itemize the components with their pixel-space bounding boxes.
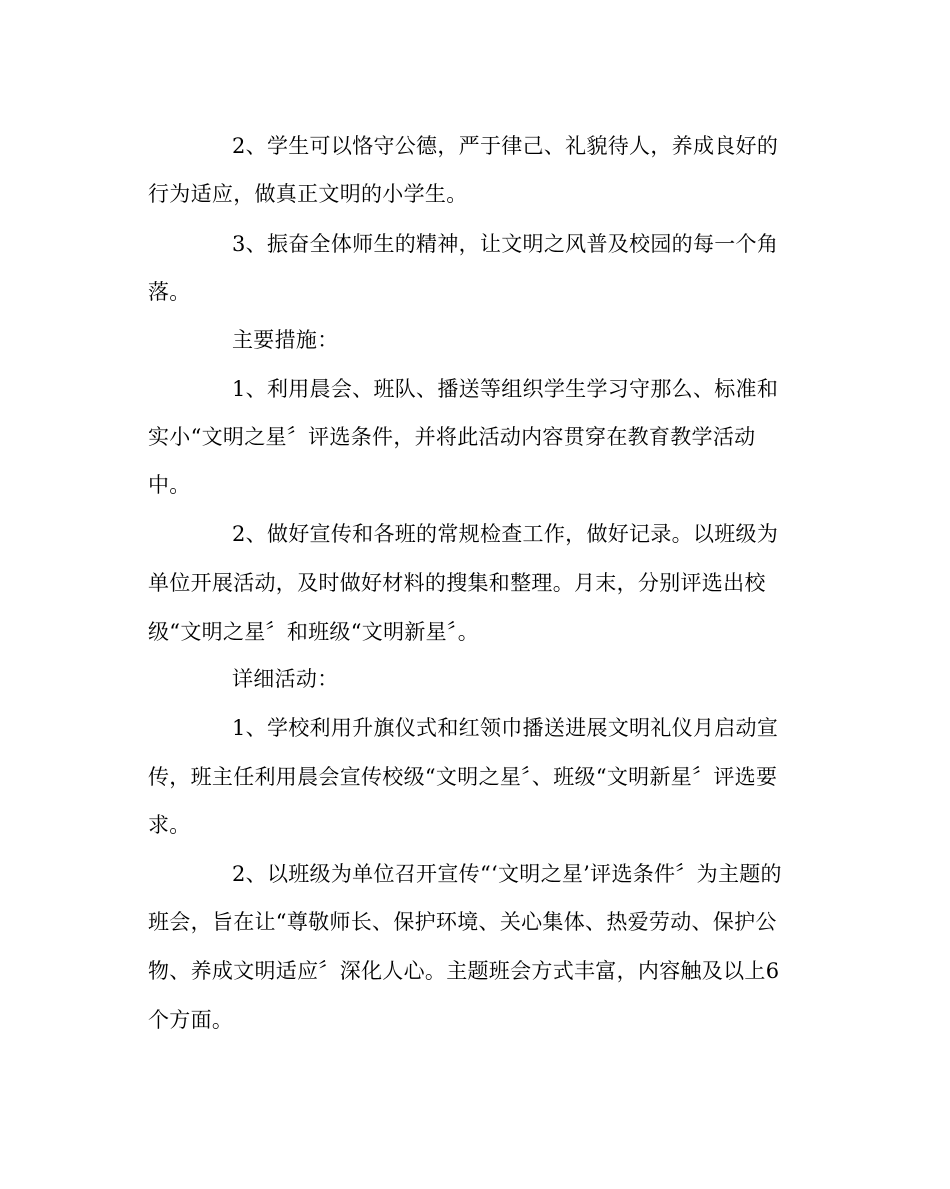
activity-1-line-3: 求。 (148, 813, 191, 837)
activity-1-line-1: 1、学校利用升旗仪式和红领巾播送进展文明礼仪月启动宣 (232, 716, 779, 740)
activity-2-line-2: 班会，旨在让“尊敬师长、保护环境、关心集体、热爱劳动、保护公 (148, 910, 777, 934)
goal-3-line-1: 3、振奋全体师生的精神，让文明之风普及校园的每一个角 (232, 232, 779, 256)
goal-2-line-1: 2、学生可以恪守公德，严于律己、礼貌待人，养成良好的 (232, 134, 779, 158)
measure-1-line-1: 1、利用晨会、班队、播送等组织学生学习守那么、标准和 (232, 377, 779, 401)
activity-2-line-4: 个方面。 (148, 1008, 234, 1032)
activity-2-line-1: 2、以班级为单位召开宣传“‘文明之星’评选条件〞为主题的 (232, 862, 782, 886)
measure-2-line-1: 2、做好宣传和各班的常规检查工作，做好记录。以班级为 (232, 522, 779, 546)
activity-1-line-2: 传，班主任利用晨会宣传校级“文明之星〞、班级“文明新星〞评选要 (148, 765, 778, 789)
goal-3-line-2: 落。 (148, 280, 191, 304)
measure-1-line-3: 中。 (148, 473, 191, 497)
measure-2-line-2: 单位开展活动，及时做好材料的搜集和整理。月末，分别评选出校 (148, 571, 766, 595)
measures-heading: 主要措施： (232, 328, 339, 352)
measure-1-line-2: 实小“文明之星〞评选条件，并将此活动内容贯穿在教育教学活动 (148, 425, 756, 449)
goal-2-line-2: 行为适应，做真正文明的小学生。 (148, 182, 468, 206)
measure-2-line-3: 级“文明之星〞和班级“文明新星〞。 (148, 620, 480, 644)
activities-heading: 详细活动： (232, 667, 339, 691)
activity-2-line-3: 物、养成文明适应〞深化人心。主题班会方式丰富，内容触及以上6 (148, 959, 780, 983)
